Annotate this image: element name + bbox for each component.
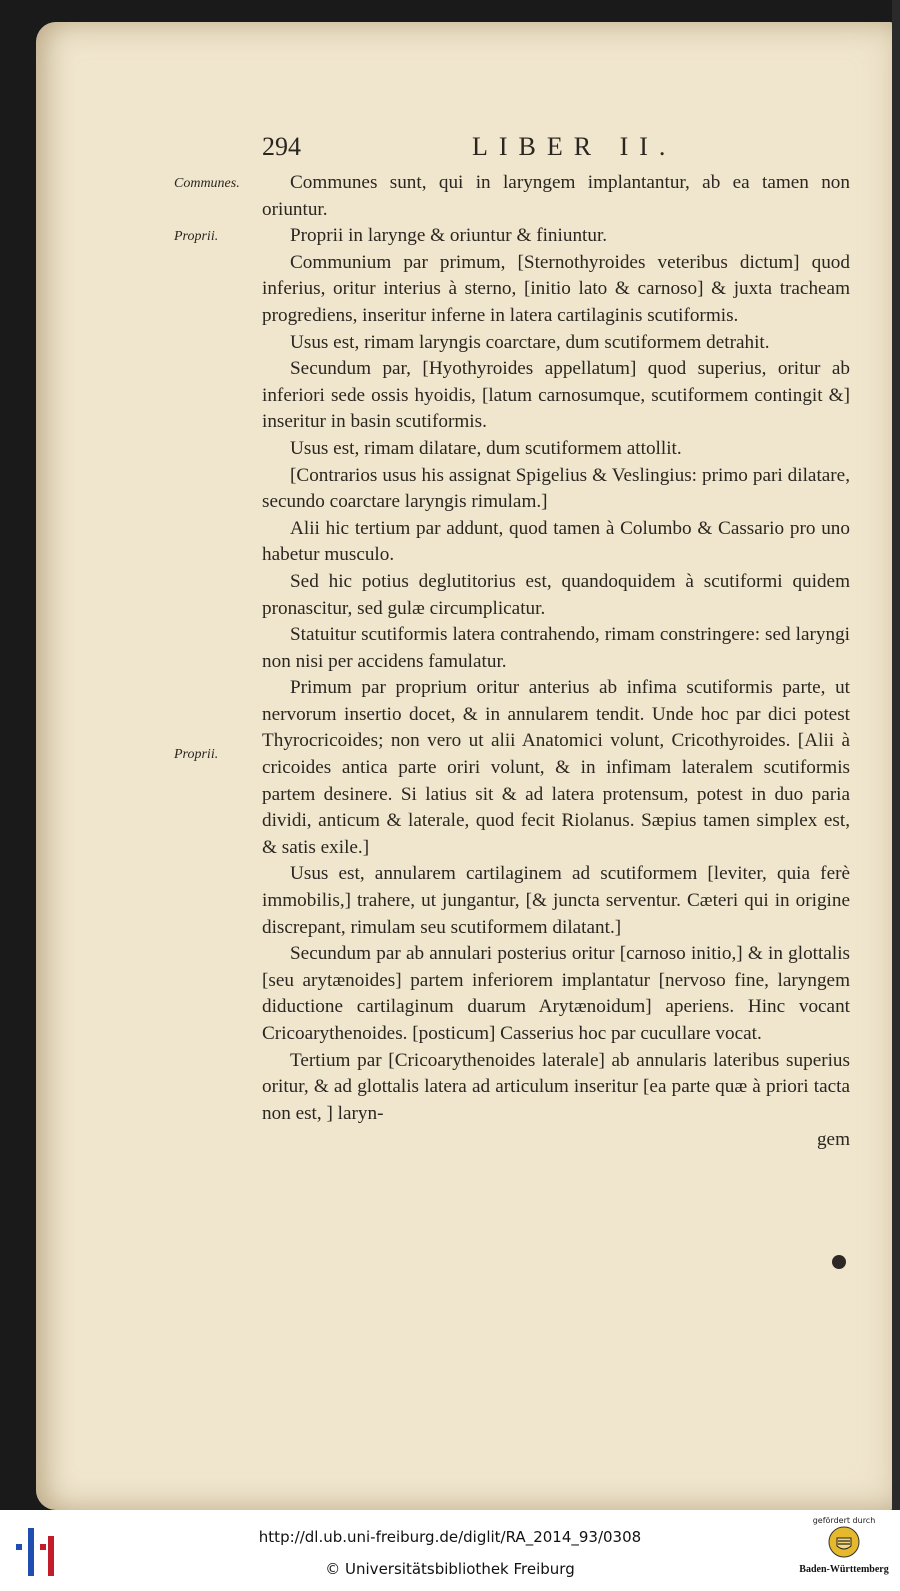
margin-note: Proprii. xyxy=(174,747,219,762)
page-number: 294 xyxy=(262,132,301,161)
paragraph: Statuitur scutiformis latera contrahendo, rimam constringere: sed laryngi non nisi per accidens famulatur. xyxy=(262,624,850,672)
paragraph: Alii hic tertium par addunt, quod tamen à Columbo & Cassario pro uno habetur musculo. xyxy=(262,517,850,566)
page-edge-shadow xyxy=(892,0,900,1510)
paragraph: [Contrarios usus his assignat Spigelius & Veslingius: primo pari dilatare, secundo coarctare laryngis rimulam.] xyxy=(262,464,850,513)
coat-of-arms-icon xyxy=(827,1525,861,1559)
paragraph: Tertium par [Cricoarythenoides laterale] ab annularis lateribus superius oritur, & ad glottalis latera ad articulum inseritur [ea parte quæ à priori tacta non est, ] laryn- xyxy=(262,1049,850,1124)
paragraph: Proprii in larynge & oriuntur & finiuntur. xyxy=(290,225,608,247)
paragraph: Secundum par, [Hyothyroides appellatum] quod superius, oritur ab inferiori sede ossis hyoidis, [latum carnosumque, scutiformem contingit &] inseritur in basin scutiformis. xyxy=(262,358,850,433)
paragraph: Usus est, rimam dilatare, dum scutiformem attollit. xyxy=(290,437,682,459)
funder-badge xyxy=(794,1516,894,1591)
paragraph: Secundum par ab annulari posterius oritur [carnoso initio,] & in glottalis [seu arytænoides] partem inferiorem implantatur [nervoso fine, laryngem diductione cartilaginum duarum Arytænoidum] aperiens. Hinc vocant Cricoarythenoides. [posticum] Casserius hoc par cucullare vocat. xyxy=(262,943,850,1044)
ink-spot xyxy=(832,1255,846,1269)
funding-note: gefördert durch xyxy=(812,1516,876,1525)
margin-note: Communes. xyxy=(174,176,240,191)
viewer-footer xyxy=(0,1510,900,1591)
paragraph: Usus est, annularem cartilaginem ad scutiformem [leviter, quia ferè immobilis,] trahere, ut jungantur, [& juncta serventur. Cæteri qui in origine discrepant, rimulam seu scutiformem dilatant.] xyxy=(262,863,850,938)
copyright-notice: © Universitätsbibliothek Freiburg xyxy=(325,1560,575,1578)
paragraph: Sed hic potius deglutitorius est, quandoquidem à scutiformi quidem pronascitur, sed gulæ circumplicatur. xyxy=(262,570,850,619)
paragraph: Communes sunt, qui in laryngem implantantur, ab ea tamen non oriuntur. xyxy=(262,172,850,220)
catchword: gem xyxy=(816,1129,850,1151)
body-text xyxy=(262,170,850,1154)
paragraph: Communium par primum, [Sternothyroides veteribus dictum] quod inferius, oritur interius à sterno, [initio lato & carnoso] & juxta tracheam progrediens, inseritur inferne in latera cartilaginis scutiformis. xyxy=(262,251,850,326)
paragraph: Primum par proprium oritur anterius ab infima scutiformis parte, ut nervorum insertio docet, & in annularem tendit. Unde hoc par dici potest Thyrocricoides; non vero ut alii Anatomici volunt, Cricothyroides. [Alii à cricoides antica parte oriri volunt, & in infimam lateralem scutiformis partem desinere. Si latius sit & ad latera protensum, potest in duo paria dividi, anticum & laterale, quod fecit Riolanus. Sæpius tamen simplex est, & satis exile.] xyxy=(262,677,850,858)
running-head: LIBER II. xyxy=(472,132,677,161)
funder-name: Baden-Württemberg xyxy=(799,1564,889,1575)
margin-note: Proprii. xyxy=(174,229,219,244)
permalink-url[interactable]: http://dl.ub.uni-freiburg.de/diglit/RA_2014_93/0308 xyxy=(258,1528,642,1546)
paragraph: Usus est, rimam laryngis coarctare, dum scutiformem detrahit. xyxy=(290,331,770,353)
